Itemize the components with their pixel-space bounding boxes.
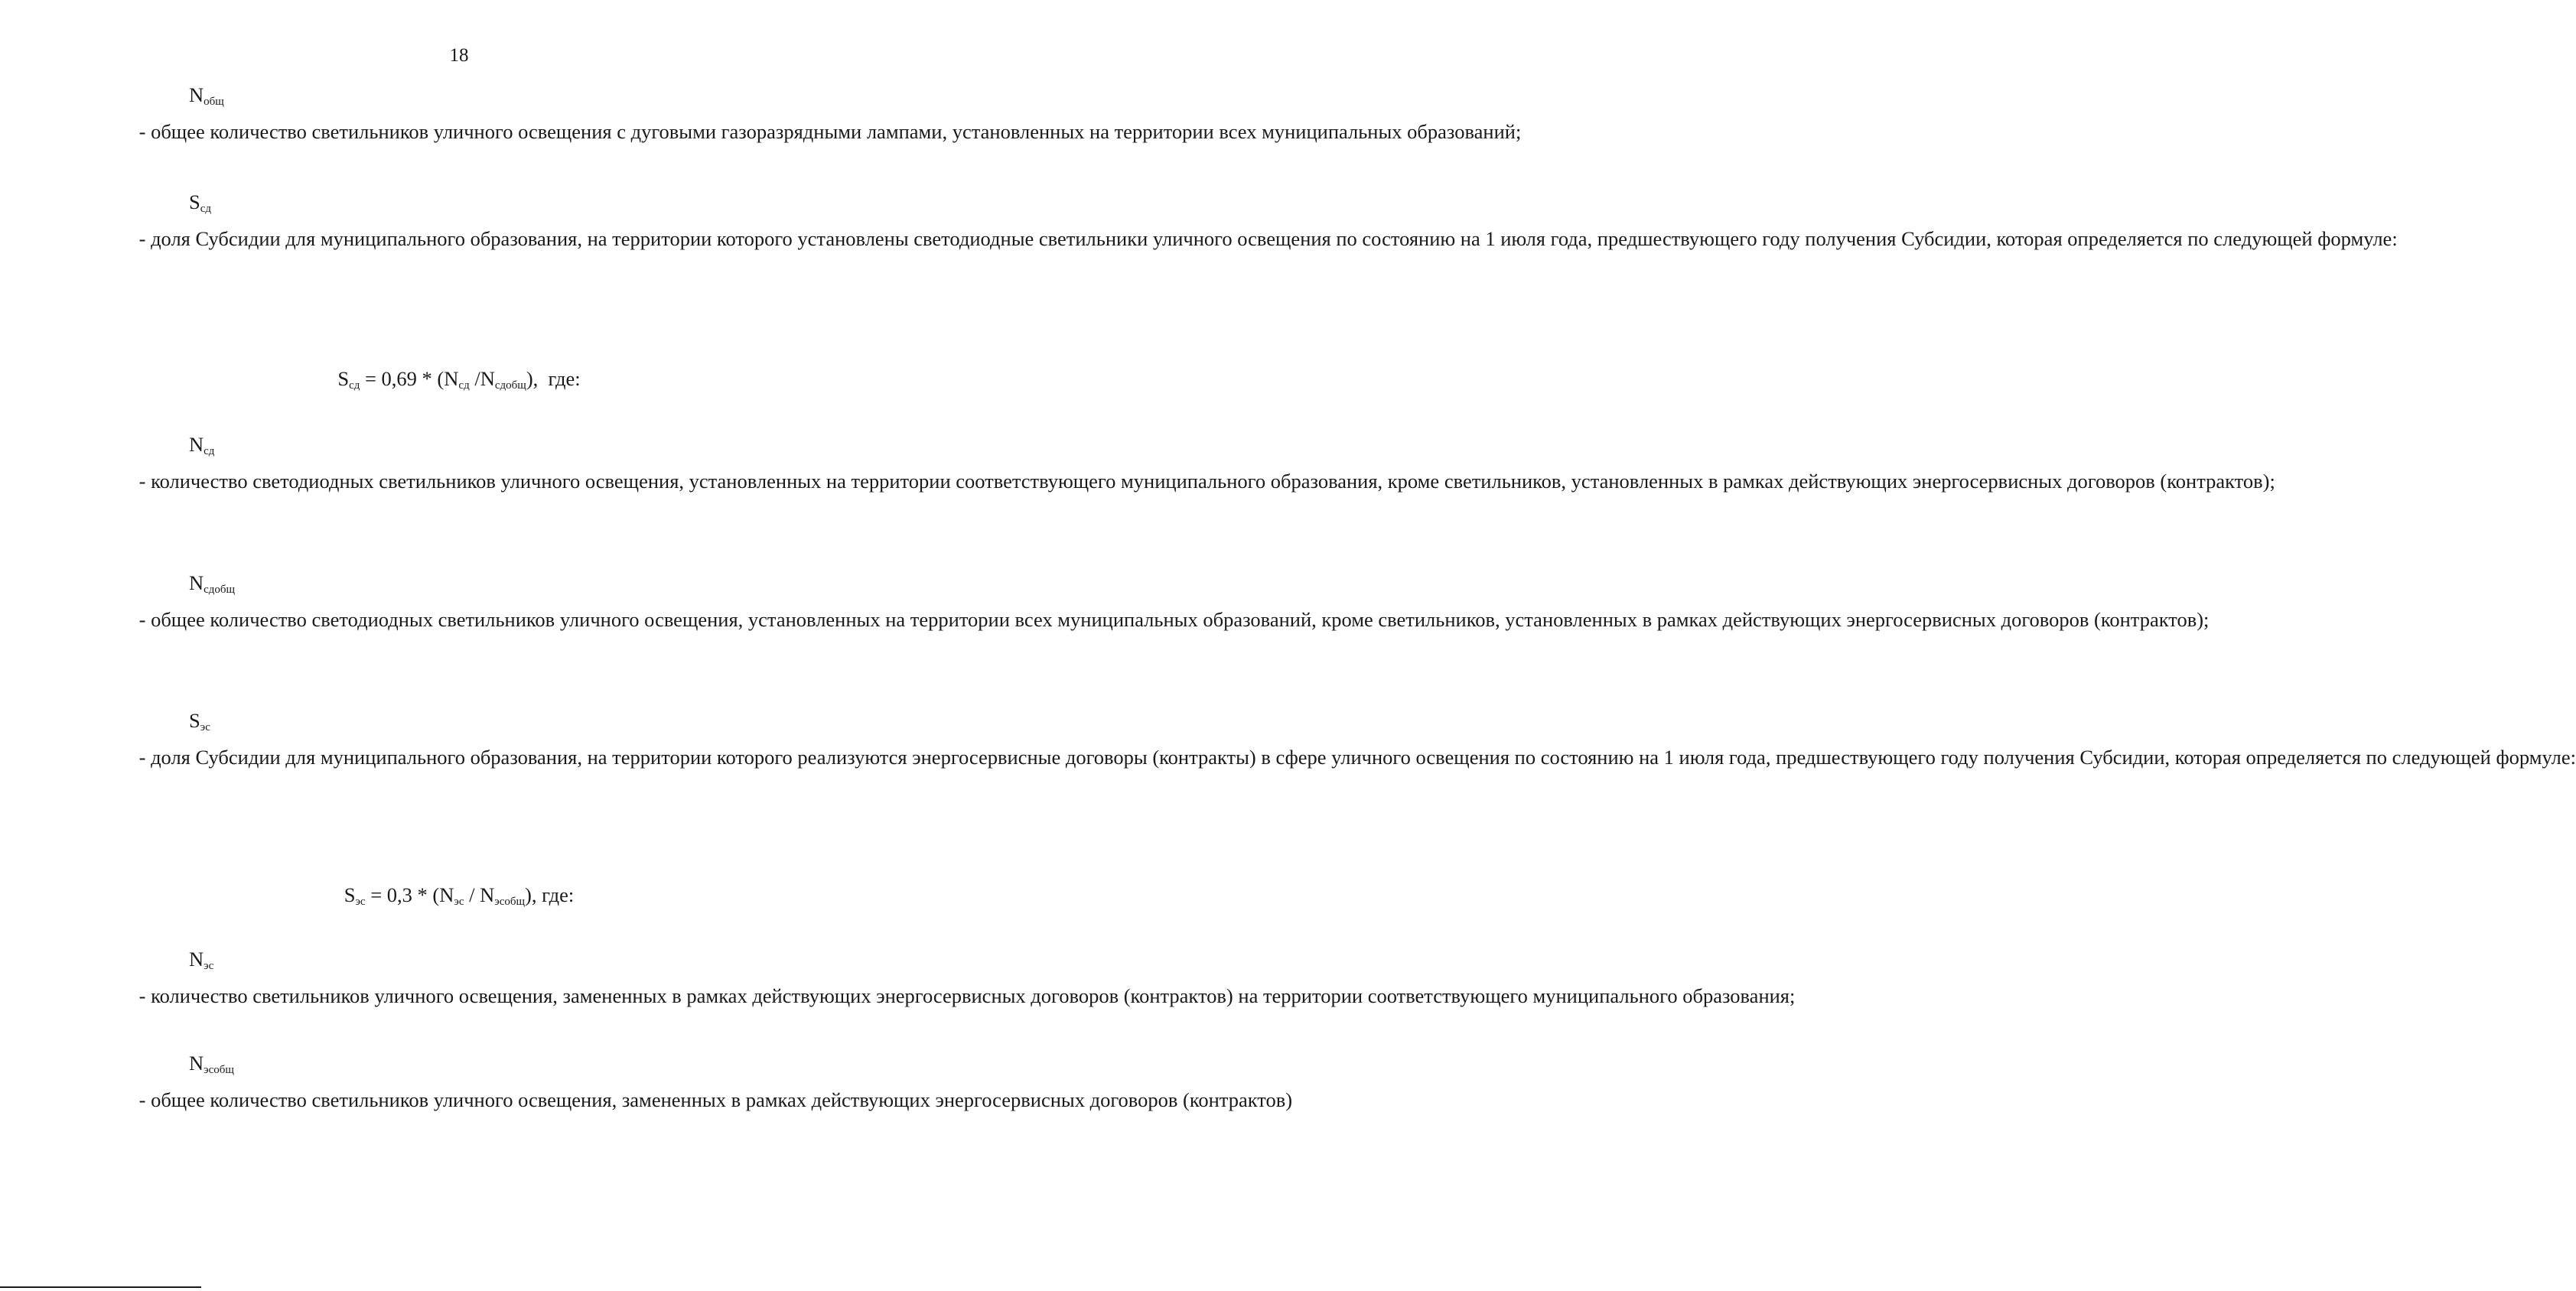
- paragraph-s-energy-service-definition: [134, 702, 2576, 776]
- definition-text: - общее количество светильников уличного освещения, замененных в рамках действующих энергосервисных договоров (контрактов): [134, 1088, 1293, 1111]
- footnote-separator-line: [0, 1286, 201, 1288]
- subscript: сд: [200, 203, 212, 215]
- paragraph-n-led-total-definition: [134, 564, 2210, 638]
- formula-divider: /N: [469, 367, 495, 390]
- formula-numerator-subscript: эс: [454, 896, 464, 908]
- subscript: общ: [204, 96, 224, 108]
- definition-text: - количество светодиодных светильников уличного освещения, установленных на территории соответствующего муниципального образования, кроме светильников, установленных в рамках действующих энергосервисных договоров (контрактов);: [134, 470, 2275, 493]
- paragraph-n-energy-service-total-definition: [134, 1045, 1293, 1118]
- formula-denominator-subscript: эсобщ: [494, 896, 526, 908]
- symbol: S: [189, 709, 200, 732]
- definition-text: - доля Субсидии для муниципального образования, на территории которого реализуются энергосервисные договоры (контракты) в сфере уличного освещения по состоянию на 1 июля года, предшествующего году получения Субсидии, которая определяется по следующей формуле:: [134, 746, 2576, 769]
- definition-text: - общее количество светильников уличного освещения с дуговыми газоразрядными лампами, установленных на территории всех муниципальных образований;: [134, 120, 1522, 143]
- subscript: эсобщ: [204, 1064, 234, 1076]
- subscript: эс: [200, 721, 210, 733]
- symbol: S: [189, 190, 200, 213]
- paragraph-n-total-definition: [134, 76, 1522, 150]
- page-number: 18: [449, 45, 469, 66]
- symbol: N: [189, 433, 204, 456]
- symbol: N: [189, 1052, 204, 1075]
- formula-middle: = 0,69 * (N: [360, 367, 459, 390]
- formula-middle: = 0,3 * (N: [365, 883, 454, 906]
- formula-tail: ), где:: [525, 883, 575, 906]
- definition-text: - доля Субсидии для муниципального образования, на территории которого установлены светодиодные светильники уличного освещения по состоянию на 1 июля года, предшествующего году получения Субсидии, которая определяется по следующей формуле:: [134, 227, 2398, 250]
- subscript: эс: [204, 960, 214, 972]
- symbol: N: [189, 83, 204, 106]
- subscript: сдобщ: [204, 584, 236, 596]
- paragraph-n-energy-service-definition: [134, 941, 1796, 1014]
- paragraph-n-led-definition: [134, 426, 2275, 499]
- formula-tail: ), где:: [526, 367, 581, 390]
- formula-numerator-subscript: сд: [458, 379, 470, 392]
- definition-text: - количество светильников уличного освещения, замененных в рамках действующих энергосервисных договоров (контрактов) на территории соответствующего муниципального образования;: [134, 984, 1796, 1007]
- formula-lhs-symbol: S: [344, 883, 356, 906]
- formula-lhs-subscript: эс: [355, 896, 366, 908]
- formula-lhs-symbol: S: [337, 367, 350, 390]
- formula-s-energy-service: [0, 880, 918, 910]
- formula-lhs-subscript: сд: [349, 379, 360, 392]
- formula-denominator-subscript: сдобщ: [494, 379, 526, 392]
- symbol: N: [189, 948, 204, 971]
- symbol: N: [189, 571, 204, 594]
- formula-s-led: [0, 363, 918, 394]
- definition-text: - общее количество светодиодных светильников уличного освещения, установленных на территории всех муниципальных образований, кроме светильников, установленных в рамках действующих энергосервисных договоров (контрактов);: [134, 608, 2210, 631]
- formula-divider: / N: [464, 883, 495, 906]
- subscript: сд: [204, 445, 215, 457]
- paragraph-s-led-definition: [134, 184, 2398, 257]
